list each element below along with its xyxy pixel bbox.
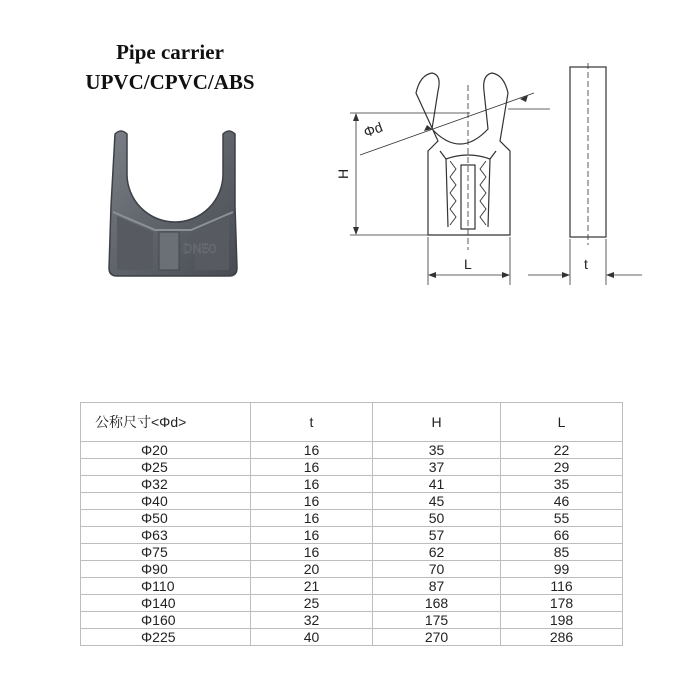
- cell-l: 178: [501, 595, 623, 612]
- cell-size: Φ40: [81, 493, 251, 510]
- table-row: [81, 442, 623, 459]
- cell-t: 16: [251, 527, 373, 544]
- cell-l: 29: [501, 459, 623, 476]
- cell-l: 116: [501, 578, 623, 595]
- cell-l: 99: [501, 561, 623, 578]
- header-t: t: [251, 403, 373, 442]
- table-row: [81, 612, 623, 629]
- table-row: [81, 561, 623, 578]
- table-row: [81, 595, 623, 612]
- table-row: [81, 527, 623, 544]
- cell-size: Φ20: [81, 442, 251, 459]
- cell-l: 66: [501, 527, 623, 544]
- cell-size: Φ140: [81, 595, 251, 612]
- dim-thickness-label: t: [584, 256, 588, 272]
- cell-h: 45: [373, 493, 501, 510]
- product-title: Pipe carrier: [116, 40, 224, 64]
- cell-t: 21: [251, 578, 373, 595]
- cell-size: Φ160: [81, 612, 251, 629]
- cell-size: Φ25: [81, 459, 251, 476]
- cell-l: 22: [501, 442, 623, 459]
- cell-h: 41: [373, 476, 501, 493]
- table-row: [81, 493, 623, 510]
- table-row: [81, 459, 623, 476]
- cell-h: 35: [373, 442, 501, 459]
- cell-size: Φ63: [81, 527, 251, 544]
- cell-l: 35: [501, 476, 623, 493]
- cell-l: 286: [501, 629, 623, 646]
- header-h: H: [373, 403, 501, 442]
- cell-h: 57: [373, 527, 501, 544]
- cell-l: 198: [501, 612, 623, 629]
- cell-h: 87: [373, 578, 501, 595]
- cell-t: 16: [251, 510, 373, 527]
- cell-l: 46: [501, 493, 623, 510]
- dim-diameter-label: Φd: [361, 118, 385, 141]
- cell-h: 168: [373, 595, 501, 612]
- cell-t: 40: [251, 629, 373, 646]
- dim-length-label: L: [464, 256, 472, 272]
- cell-h: 50: [373, 510, 501, 527]
- cell-t: 25: [251, 595, 373, 612]
- cell-t: 20: [251, 561, 373, 578]
- cell-t: 32: [251, 612, 373, 629]
- cell-t: 16: [251, 493, 373, 510]
- cell-l: 85: [501, 544, 623, 561]
- dim-height-label: H: [335, 168, 351, 179]
- table-row: [81, 510, 623, 527]
- cell-t: 16: [251, 476, 373, 493]
- cell-l: 55: [501, 510, 623, 527]
- table-row: [81, 544, 623, 561]
- cell-t: 16: [251, 544, 373, 561]
- cell-size: Φ50: [81, 510, 251, 527]
- cell-size: Φ110: [81, 578, 251, 595]
- cell-size: Φ225: [81, 629, 251, 646]
- product-materials: UPVC/CPVC/ABS: [85, 70, 255, 94]
- cell-h: 175: [373, 612, 501, 629]
- header-nominal-size: 公称尺寸<Φd>: [81, 403, 251, 442]
- front-view: [416, 73, 510, 235]
- table-row: [81, 578, 623, 595]
- cell-h: 270: [373, 629, 501, 646]
- table-row: [81, 476, 623, 493]
- pipe-carrier-photo: [95, 120, 250, 285]
- spec-table: [80, 402, 623, 646]
- header-l: L: [501, 403, 623, 442]
- cell-t: 16: [251, 442, 373, 459]
- table-row: [81, 629, 623, 646]
- cell-h: 62: [373, 544, 501, 561]
- cell-size: Φ75: [81, 544, 251, 561]
- embossed-dn50: DN50: [183, 241, 217, 256]
- cell-h: 70: [373, 561, 501, 578]
- table-header-row: [81, 403, 623, 442]
- cell-size: Φ32: [81, 476, 251, 493]
- cell-size: Φ90: [81, 561, 251, 578]
- technical-drawing: [320, 55, 660, 295]
- cell-t: 16: [251, 459, 373, 476]
- cell-h: 37: [373, 459, 501, 476]
